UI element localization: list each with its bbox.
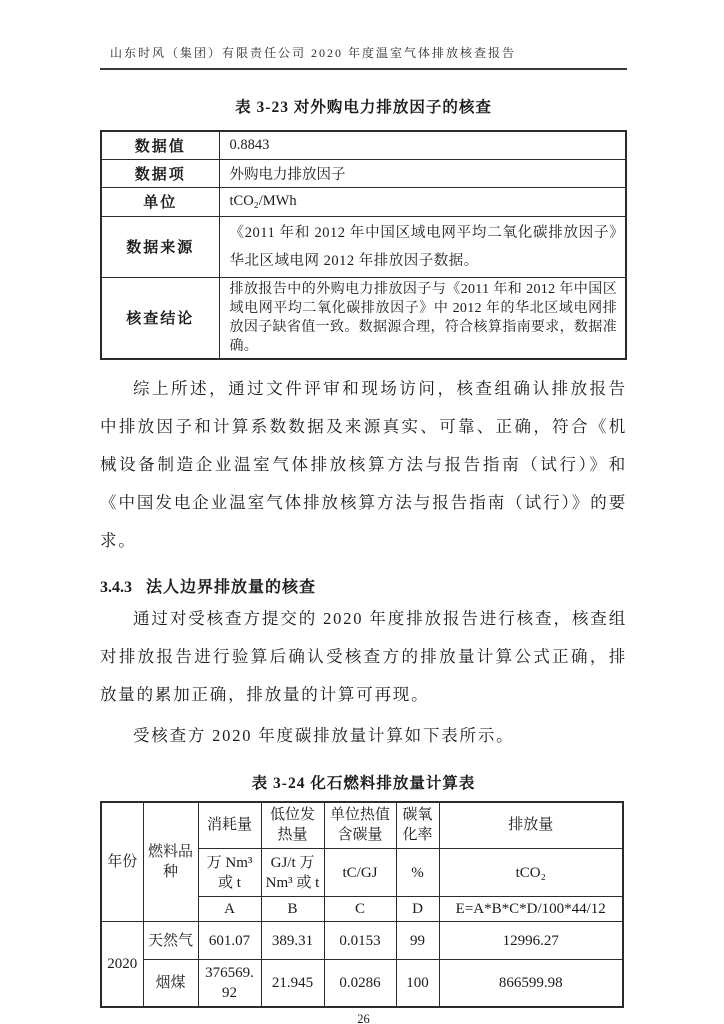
table-3-24 (100, 801, 624, 1008)
section-title: 法人边界排放量的核查 (146, 578, 317, 596)
paragraph-verification: 通过对受核查方提交的 2020 年度排放报告进行核查，核查组对排放报告进行验算后确认受核查方的排放量计算公式正确，排放量的累加正确，排放量的计算可再现。 (100, 608, 627, 704)
col-header-year: 年份 (101, 802, 143, 922)
data-row-natural-gas (101, 922, 623, 960)
header-row-names (101, 802, 623, 849)
row-value-unit: tCO₂/MWh (219, 187, 626, 216)
cell-consumption: 376569.92 (198, 960, 261, 1007)
table-row (101, 277, 626, 359)
table-row (101, 216, 626, 277)
table-row (101, 187, 626, 216)
unit-ncv: GJ/t 万 Nm³ 或 t (261, 849, 324, 897)
row-value-data-item: 外购电力排放因子 (219, 159, 626, 187)
letter-d: D (396, 897, 439, 922)
unit-consumption: 万 Nm³ 或 t (198, 849, 261, 897)
col-header-ncv: 低位发热量 (261, 802, 324, 849)
cell-carbon-content: 0.0286 (324, 960, 396, 1007)
letter-c: C (324, 897, 396, 922)
col-header-oxidation-rate: 碳氧化率 (396, 802, 439, 849)
cell-emission: 866599.98 (439, 960, 623, 1007)
row-label-conclusion: 核查结论 (101, 277, 219, 359)
letter-a: A (198, 897, 261, 922)
cell-carbon-content: 0.0153 (324, 922, 396, 960)
paragraph-table-intro: 受核查方 2020 年度碳排放量计算如下表所示。 (133, 725, 515, 745)
letter-b: B (261, 897, 324, 922)
col-header-consumption: 消耗量 (198, 802, 261, 849)
table-3-23 (100, 130, 627, 360)
row-value-data-value: 0.8843 (219, 131, 626, 159)
cell-fuel: 天然气 (143, 922, 198, 960)
row-value-conclusion: 排放报告中的外购电力排放因子与《2011 年和 2012 年中国区域电网平均二氧化碳排放因子》中 2012 年的华北区域电网排放因子缺省值一致。数据源合理，符合核算指南要求，数据准确。 (219, 277, 626, 359)
row-label-data-source: 数据来源 (101, 216, 219, 277)
cell-consumption: 601.07 (198, 922, 261, 960)
cell-oxidation-rate: 99 (396, 922, 439, 960)
table-3-23-caption: 表 3-23 对外购电力排放因子的核查 (235, 99, 492, 116)
row-value-data-source: 《2011 年和 2012 年中国区域电网平均二氧化碳排放因子》华北区域电网 2012 年排放因子数据。 (219, 216, 626, 277)
paragraph-summary: 综上所述，通过文件评审和现场访问，核查组确认排放报告中排放因子和计算系数数据及来源真实、可靠、正确，符合《机械设备制造企业温室气体排放核算方法与报告指南（试行）》和《中国发电企业温室气体排放核算方法与报告指南（试行）》的要求。 (100, 378, 627, 550)
col-header-fuel: 燃料品种 (143, 802, 198, 922)
cell-oxidation-rate: 100 (396, 960, 439, 1007)
cell-fuel: 烟煤 (143, 960, 198, 1007)
row-label-data-item: 数据项 (101, 159, 219, 187)
row-label-data-value: 数据值 (101, 131, 219, 159)
cell-ncv: 21.945 (261, 960, 324, 1007)
letter-e-formula: E=A*B*C*D/100*44/12 (439, 897, 623, 922)
section-number: 3.4.3 (100, 578, 132, 596)
data-row-coal (101, 960, 623, 1007)
document-page (0, 44, 724, 1024)
table-row (101, 131, 626, 159)
page-number: 26 (357, 1011, 370, 1024)
unit-oxidation-rate: % (396, 849, 439, 897)
unit-carbon-content: tC/GJ (324, 849, 396, 897)
section-heading-3-4-3 (100, 574, 627, 597)
row-label-unit: 单位 (101, 187, 219, 216)
cell-year: 2020 (101, 922, 143, 1007)
report-title: 山东时风（集团）有限责任公司 2020 年度温室气体排放核查报告 (110, 46, 517, 60)
col-header-carbon-content: 单位热值含碳量 (324, 802, 396, 849)
cell-ncv: 389.31 (261, 922, 324, 960)
cell-emission: 12996.27 (439, 922, 623, 960)
running-header (100, 44, 627, 70)
table-3-24-caption: 表 3-24 化石燃料排放量计算表 (251, 774, 476, 792)
col-header-emission: 排放量 (439, 802, 623, 849)
unit-emission: tCO₂ (439, 849, 623, 897)
table-row (101, 159, 626, 187)
